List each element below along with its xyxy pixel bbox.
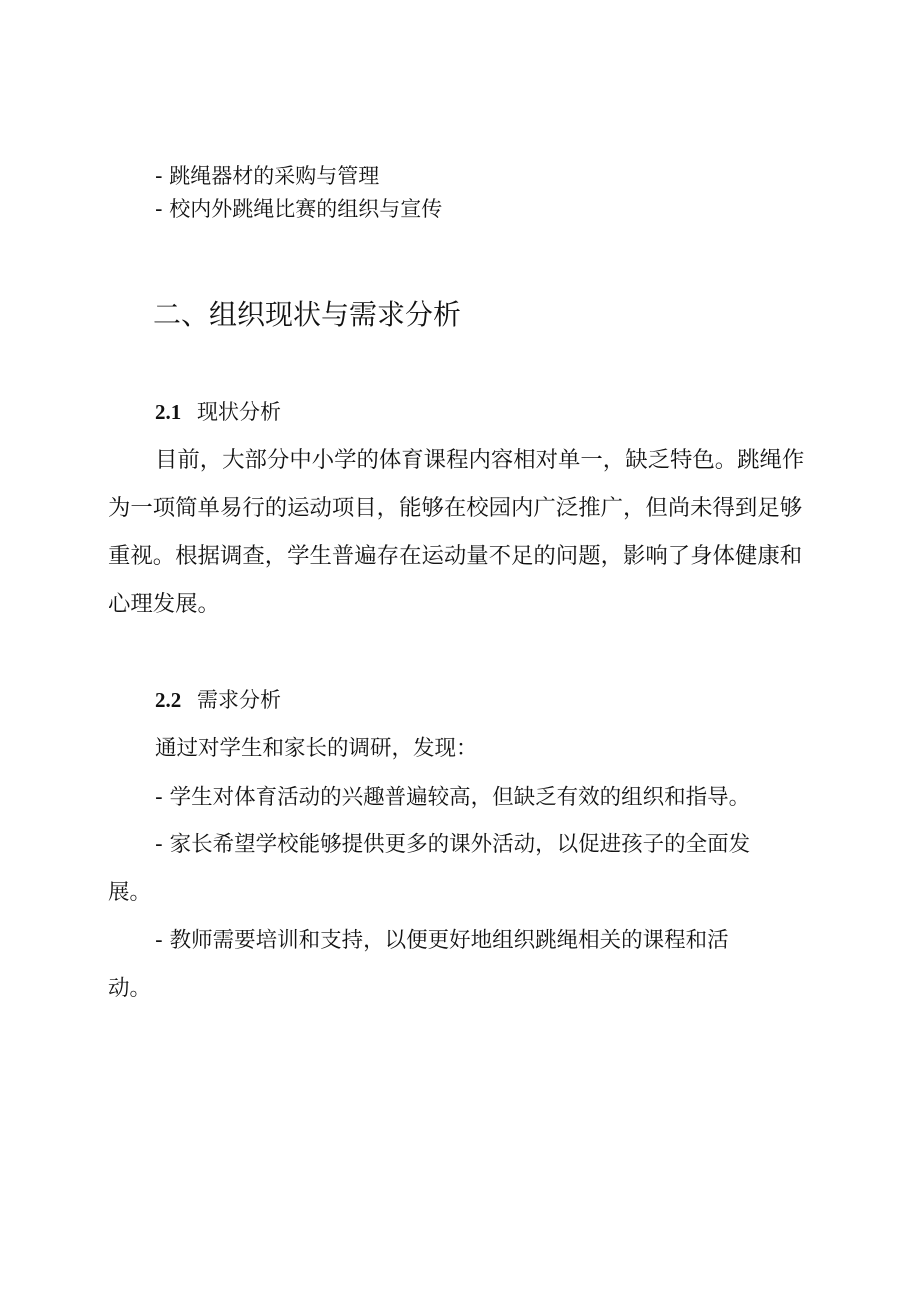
- subsection-number: 2.2: [155, 688, 182, 712]
- list-item: - 校内外跳绳比赛的组织与宣传: [155, 197, 443, 221]
- paragraph-line: 目前，大部分中小学的体育课程内容相对单一，缺乏特色。跳绳作: [155, 447, 805, 473]
- list-item-continuation: 展。: [108, 880, 152, 905]
- subsection-heading-2-1: [155, 398, 281, 426]
- subsection-title: 现状分析: [197, 400, 281, 424]
- section-heading: 二、组织现状与需求分析: [153, 298, 462, 331]
- paragraph-line: 心理发展。: [108, 591, 220, 617]
- list-item: - 教师需要培训和支持，以便更好地组织跳绳相关的课程和活: [155, 928, 729, 953]
- list-item: - 跳绳器材的采购与管理: [155, 164, 380, 188]
- subsection-number: 2.1: [155, 400, 182, 424]
- list-item: - 学生对体育活动的兴趣普遍较高，但缺乏有效的组织和指导。: [155, 785, 751, 810]
- subsection-heading-2-2: [155, 686, 281, 714]
- paragraph-line: 重视。根据调查，学生普遍存在运动量不足的问题，影响了身体健康和: [108, 543, 803, 569]
- list-item-continuation: 动。: [108, 976, 152, 1001]
- subsection-title: 需求分析: [197, 688, 281, 712]
- paragraph-intro: 通过对学生和家长的调研，发现：: [155, 736, 478, 761]
- list-item: - 家长希望学校能够提供更多的课外活动，以促进孩子的全面发: [155, 832, 751, 857]
- paragraph-line: 为一项简单易行的运动项目，能够在校园内广泛推广，但尚未得到足够: [108, 495, 803, 521]
